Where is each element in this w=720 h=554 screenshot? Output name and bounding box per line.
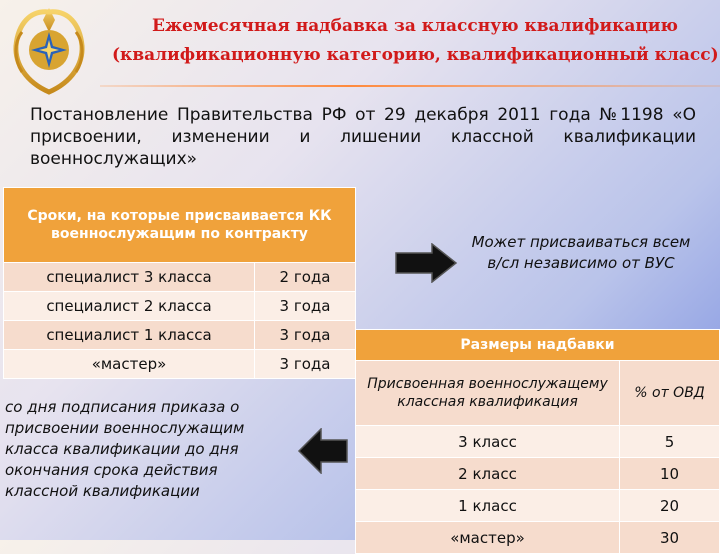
slide-title [112,12,718,70]
table-row [356,426,720,458]
percent-value: 20 [620,490,720,522]
qualification-level: специалист 2 класса [4,292,255,321]
table-row [356,458,720,490]
qualification-term: 2 года [255,263,356,292]
note-effective-period: со дня подписания приказа о присвоении военнослужащим класса квалификации до дня окончания срока действия классной квалификации [5,398,245,500]
column-header-qualification: Присвоенная военнослужащему классная квалификация [356,361,620,426]
terms-table-header: Сроки, на которые присваивается КК военнослужащим по контракту [4,188,356,263]
class-level: «мастер» [356,522,620,554]
decree-text: Постановление Правительства РФ от 29 декабря 2011 года №1198 «О присвоении, изменении и лишении классной квалификации военнослужащих» [30,105,696,169]
emercom-emblem-icon [8,2,90,96]
title-divider [100,85,720,87]
table-row [4,263,356,292]
qualification-term: 3 года [255,321,356,350]
percent-value: 30 [620,522,720,554]
class-level: 3 класс [356,426,620,458]
table-row [356,361,720,426]
class-level: 2 класс [356,458,620,490]
qualification-level: специалист 3 класса [4,263,255,292]
qualification-level: специалист 1 класса [4,321,255,350]
column-header-percent: % от ОВД [620,361,720,426]
qualification-term: 3 года [255,292,356,321]
qualification-term: 3 года [255,350,356,379]
percent-value: 5 [620,426,720,458]
qualification-level: «мастер» [4,350,255,379]
title-line-2: (квалификационную категорию, квалификационный класс) [112,45,719,65]
class-level: 1 класс [356,490,620,522]
table-row [356,490,720,522]
table-row [356,522,720,554]
title-line-1: Ежемесячная надбавка за классную квалификацию [152,16,678,36]
table-row [4,350,356,379]
table-row [4,292,356,321]
percent-value: 10 [620,458,720,490]
terms-table [3,187,356,379]
allowance-table [355,329,720,554]
note-any-military-specialty: Может присваиваться всем в/сл независимо от ВУС [471,233,691,272]
arrow-left-icon [297,428,349,474]
table-row [4,321,356,350]
allowance-table-header: Размеры надбавки [356,330,720,361]
arrow-right-icon [394,243,458,283]
